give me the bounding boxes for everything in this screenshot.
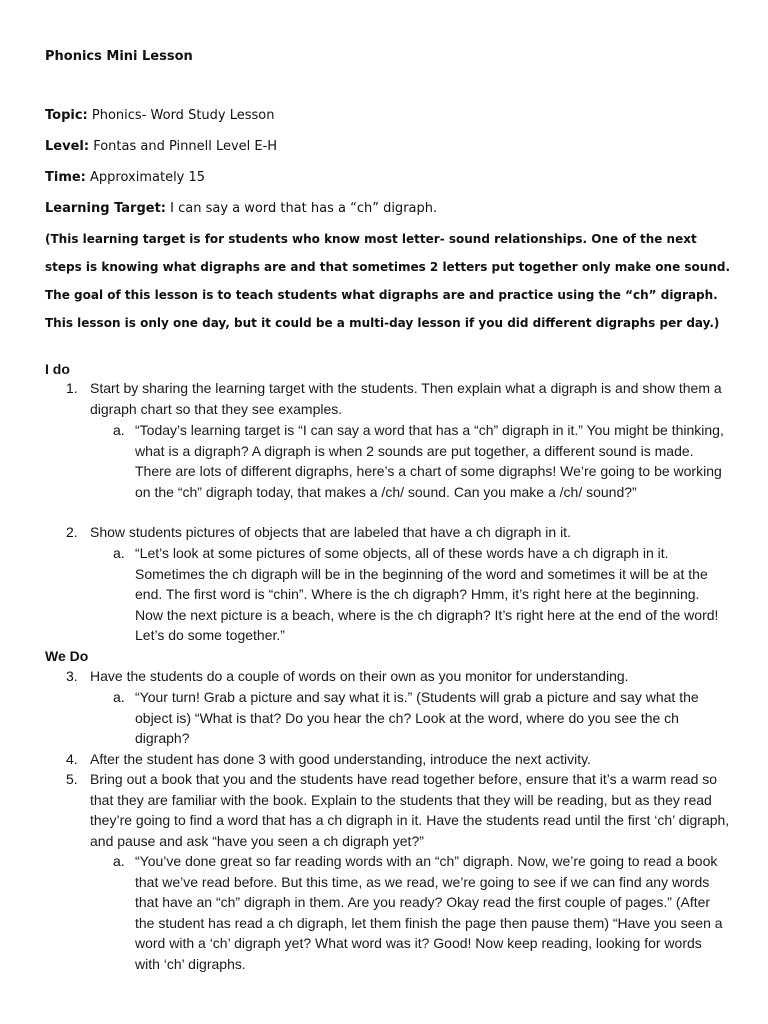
learning-target-note: (This learning target is for students who know most letter- sound relationships. One of the next steps is knowing what digraphs are and that sometimes 2 letters put together only make one sound. The goal of this lesson is to teach students what digraphs are and practice using the “ch” digraph. This lesson is only one day, but it could be a multi-day lesson if you did different digraphs per day.) [45, 232, 731, 330]
sub-list-letter: a. [113, 545, 125, 561]
list-item: Start by sharing the learning target with the students. Then explain what a digraph is and show them a digraph chart so that they see examples. [90, 380, 722, 417]
level-line [45, 139, 277, 155]
list-item: Have the students do a couple of words on their own as you monitor for understanding. [90, 668, 629, 684]
sub-list-letter: a. [113, 689, 125, 705]
topic-value: Phonics- Word Study Lesson [91, 108, 275, 123]
sub-list-item: “Your turn! Grab a picture and say what it is.” (Students will grab a picture and say what the object is) “What is that? Do you hear the ch? Look at the word, where do you see the ch digraph? [135, 689, 699, 747]
level-value: Fontas and Pinnell Level E-H [93, 139, 278, 154]
list-number: 4. [66, 751, 78, 767]
level-label: Level: [45, 139, 90, 154]
list-number: 5. [66, 771, 78, 787]
learning-target-line [45, 201, 437, 217]
sub-list-letter: a. [113, 853, 125, 869]
list-item: After the student has done 3 with good understanding, introduce the next activity. [90, 751, 591, 767]
section-heading-we-do: We Do [45, 648, 89, 664]
sub-list-item: “Let’s look at some pictures of some objects, all of these words have a ch digraph in it. Sometimes the ch digraph will be in the beginning of the word and sometimes it will be at the end. The first word is “chin”. Where is the ch digraph? Hmm, it’s right here at the beginning. Now the next picture is a beach, where is the ch digraph? It’s right here at the end of the word! Let’s do some together.” [135, 545, 719, 644]
document-title: Phonics Mini Lesson [45, 49, 193, 64]
learning-target-value: I can say a word that has a “ch” digraph. [170, 201, 438, 216]
sub-list-item: “Today’s learning target is “I can say a word that has a “ch” digraph in it.” You might be thinking, what is a digraph? A digraph is when 2 sounds are put together, a different sound is made. There are lots of different digraphs, here’s a chart of some digraphs! We’re going to be working on the “ch” digraph today, that makes a /ch/ sound. Can you make a /ch/ sound?” [135, 422, 724, 500]
list-item: Show students pictures of objects that are labeled that have a ch digraph in it. [90, 524, 571, 540]
list-item: Bring out a book that you and the students have read together before, ensure that it’s a warm read so that they are familiar with the book. Explain to the students that they will be reading, but as they read they’re going to find a word that has a ch digraph in it. Have the students read until the first ‘ch’ digraph, and pause and ask “have you seen a ch digraph yet?” [90, 771, 730, 849]
sub-list-letter: a. [113, 422, 125, 438]
list-number: 1. [66, 380, 78, 396]
topic-label: Topic: [45, 108, 88, 123]
sub-list-item: “You’ve done great so far reading words with an “ch” digraph. Now, we’re going to read a book that we’ve read before. But this time, as we read, we’re going to see if we can find any words that have an “ch” digraph in them. Are you ready? Okay read the first couple of pages.” (After the student has read a ch digraph, let them finish the page then pause them) “Have you seen a word with a ‘ch’ digraph yet? What word was it? Good! Now keep reading, looking for words with ‘ch’ digraphs. [135, 853, 723, 972]
time-value: Approximately 15 [90, 170, 206, 185]
section-heading-i-do: I do [45, 361, 70, 377]
time-line [45, 170, 205, 186]
topic-line [45, 108, 274, 124]
learning-target-label: Learning Target: [45, 201, 166, 216]
list-number: 2. [66, 524, 78, 540]
time-label: Time: [45, 170, 86, 185]
list-number: 3. [66, 668, 78, 684]
